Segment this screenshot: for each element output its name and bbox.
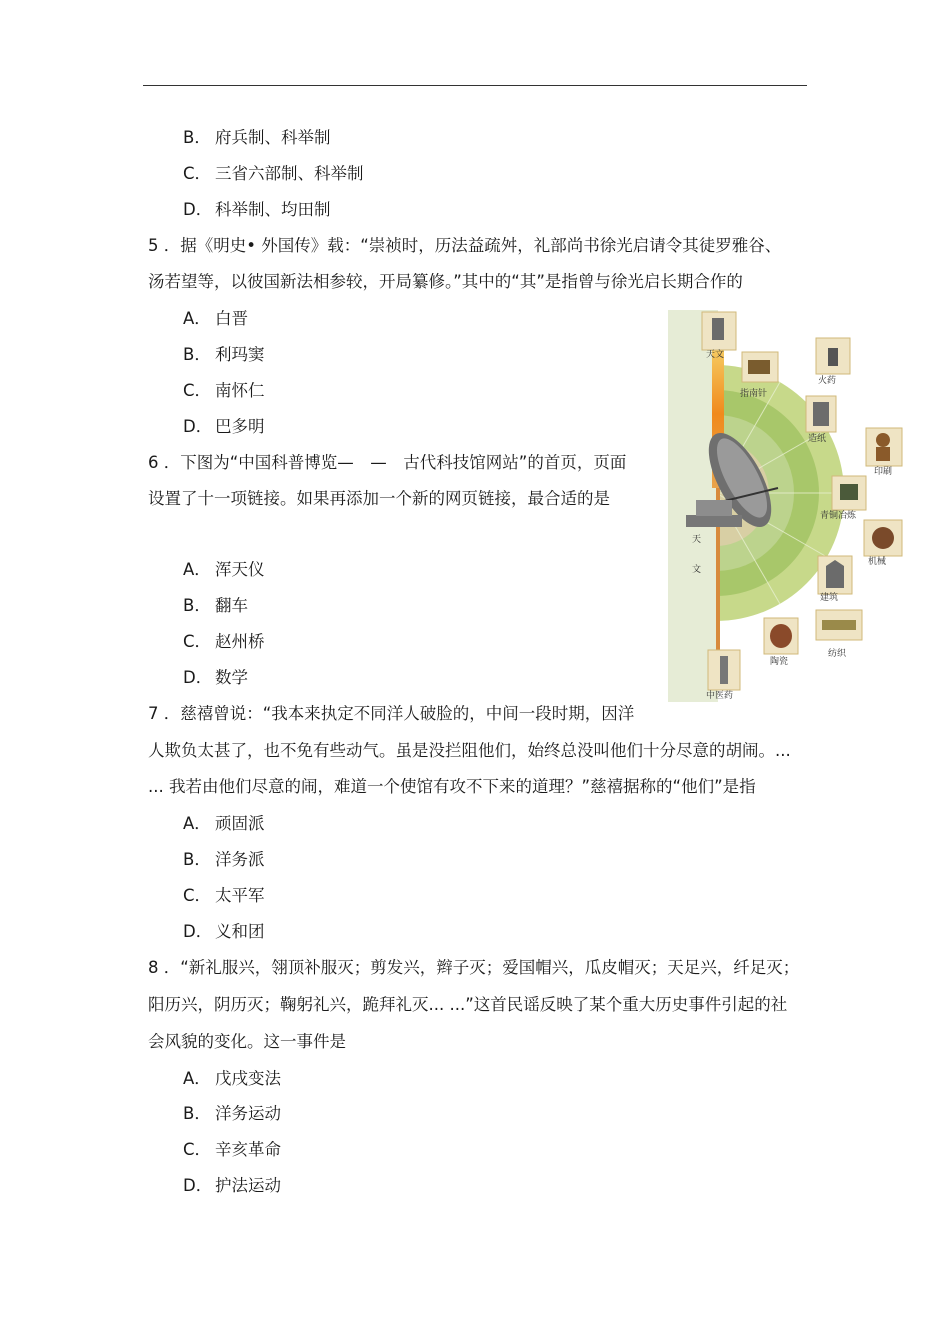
svg-text:陶瓷: 陶瓷 [770, 657, 789, 667]
link-printing[interactable] [866, 428, 902, 477]
q6-option-d: D． 数学 [183, 668, 248, 687]
q5-option-d: D． 巴多明 [183, 417, 265, 436]
svg-text:印刷: 印刷 [874, 467, 893, 477]
figure-side-title-1: 天 [692, 535, 702, 545]
svg-text:纺织: 纺织 [828, 649, 847, 659]
link-gunpowder[interactable] [816, 338, 850, 386]
q7-option-d: D． 义和团 [183, 922, 265, 941]
link-textiles[interactable] [816, 610, 862, 659]
svg-text:中医药: 中医药 [706, 691, 734, 701]
q5-stem-line1: 5 ．据《明史• 外国传》载：“崇祯时，历法益疏舛，礼部尚书徐光启请令其徒罗雅谷、 [148, 236, 782, 255]
link-papermaking[interactable] [806, 396, 836, 444]
q4-option-d: D． 科举制、均田制 [183, 200, 331, 219]
q6-option-c: C． 赵州桥 [183, 632, 265, 651]
q8-stem-line2: 阳历兴，阴历灭；鞠躬礼兴，跪拜礼灭... ...”这首民谣反映了某个重大历史事件引起的社 [148, 995, 788, 1014]
q4-option-c: C． 三省六部制、科举制 [183, 164, 364, 183]
q8-stem-line1: 8 ．“新礼服兴，翎顶补服灭；剪发兴，辫子灭；爱国帽兴，瓜皮帽灭；天足兴，纤足灭； [148, 958, 800, 977]
link-ceramics[interactable] [764, 618, 798, 667]
q8-stem-line3: 会风貌的变化。这一事件是 [148, 1032, 346, 1051]
svg-text:青铜冶炼: 青铜冶炼 [820, 511, 857, 521]
q6-option-b: B． 翻车 [183, 596, 248, 615]
q8-option-a: A． 戊戌变法 [183, 1069, 281, 1088]
link-architecture[interactable] [818, 556, 852, 603]
q7-stem-line3: ... 我若由他们尽意的闹，难道一个使馆有攻不下来的道理？”慈禧据称的“他们”是指 [148, 777, 756, 796]
q7-option-c: C． 太平军 [183, 886, 265, 905]
link-machinery[interactable] [864, 520, 902, 567]
q7-option-b: B． 洋务派 [183, 850, 265, 869]
q5-option-a: A． 白晋 [183, 309, 248, 328]
q6-option-a: A． 浑天仪 [183, 560, 265, 579]
q6-stem-line1: 6 ．下图为“中国科普博览— — 古代科技馆网站”的首页，页面 [148, 453, 627, 472]
svg-text:建筑: 建筑 [820, 593, 839, 603]
header-rule [143, 85, 807, 86]
q4-option-b: B． 府兵制、科举制 [183, 128, 331, 147]
q6-stem-line2: 设置了十一项链接。如果再添加一个新的网页链接，最合适的是 [148, 489, 610, 508]
svg-text:天文: 天文 [706, 350, 725, 360]
svg-text:火药: 火药 [818, 376, 837, 386]
q7-option-a: A． 顽固派 [183, 814, 265, 833]
svg-text:造纸: 造纸 [808, 434, 827, 444]
q8-option-d: D． 护法运动 [183, 1176, 281, 1195]
figure-side-title-2: 文 [692, 565, 702, 575]
q8-option-c: C． 辛亥革命 [183, 1140, 281, 1159]
q8-option-b: B． 洋务运动 [183, 1104, 281, 1123]
svg-text:机械: 机械 [868, 557, 887, 567]
q5-option-b: B． 利玛窦 [183, 345, 265, 364]
q5-option-c: C． 南怀仁 [183, 381, 265, 400]
svg-text:指南针: 指南针 [740, 389, 768, 399]
q7-stem-line2: 人欺负太甚了，也不免有些动气。虽是没拦阻他们，始终总没叫他们十分尽意的胡闹。... [148, 741, 791, 760]
link-astronomy[interactable] [702, 312, 736, 360]
link-traditional-medicine[interactable] [706, 650, 740, 701]
science-museum-homepage-figure [668, 310, 906, 702]
q5-stem-line2: 汤若望等，以彼国新法相参较，开局纂修。”其中的“其”是指曾与徐光启长期合作的 [148, 272, 743, 291]
q7-stem-line1: 7 ．慈禧曾说：“我本来执定不同洋人破脸的，中间一段时期，因洋 [148, 704, 635, 723]
